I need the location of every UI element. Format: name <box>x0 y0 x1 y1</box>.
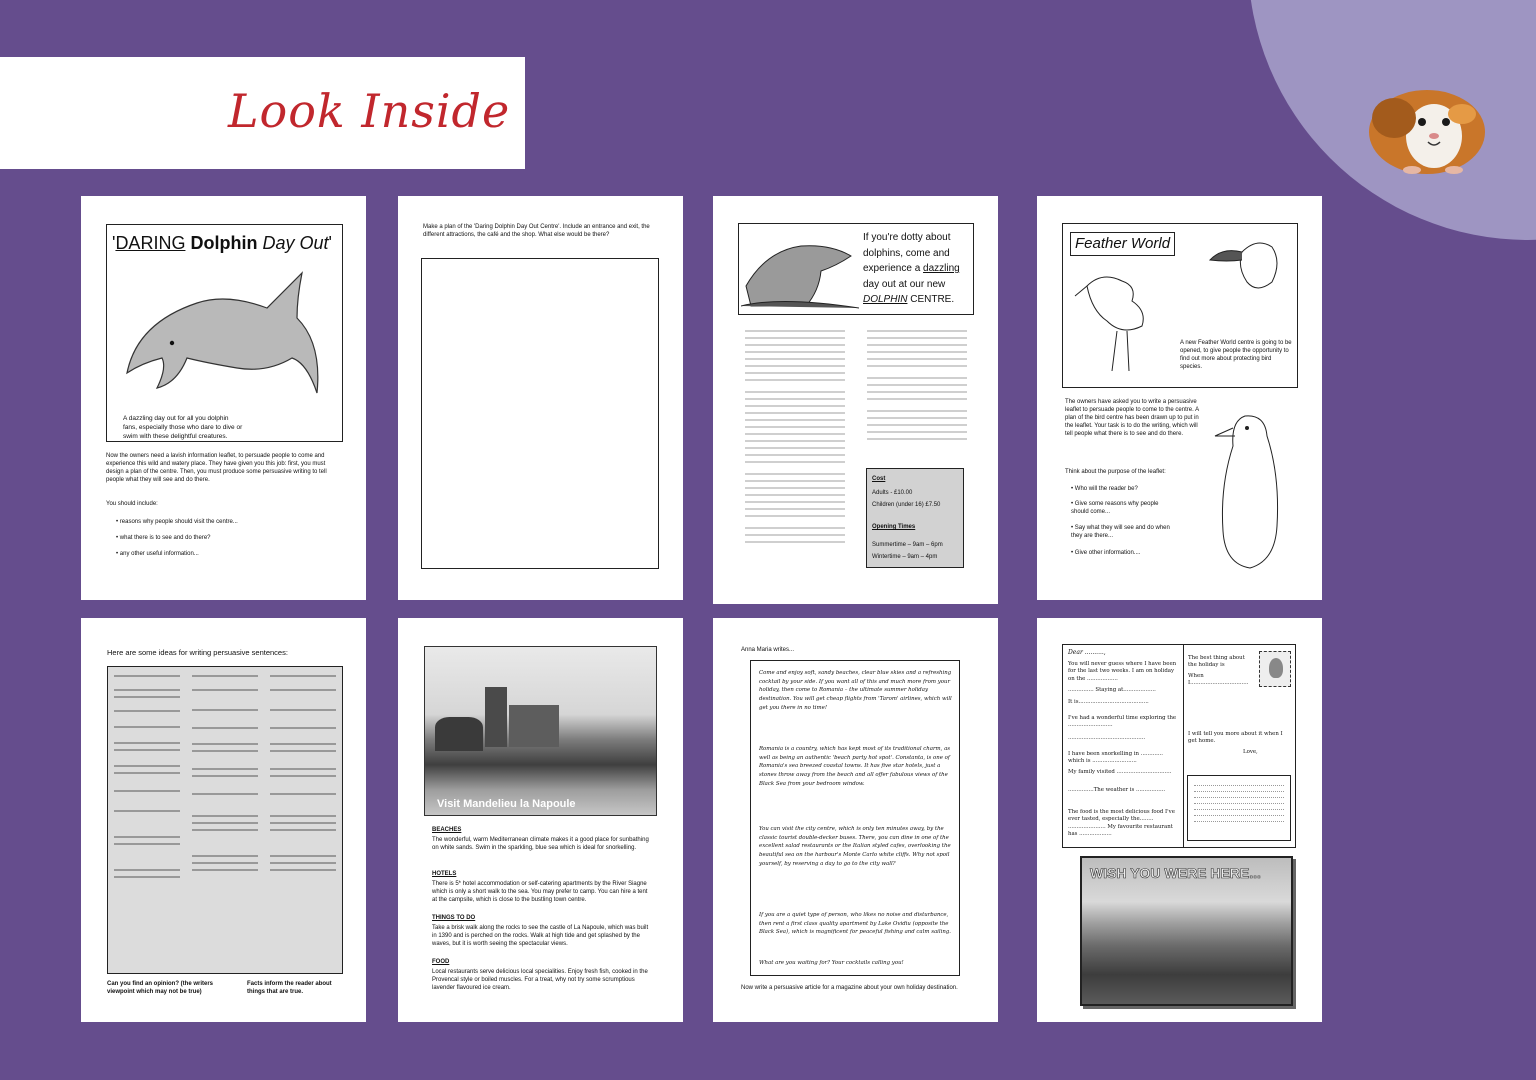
preview-page-dolphin-intro <box>81 196 366 600</box>
times-label: Opening Times <box>872 524 916 530</box>
postcard-line-3: It is......................................... <box>1068 699 1149 705</box>
preview-page-feather-world <box>1037 196 1322 600</box>
article-author: Anna Maria writes... <box>741 647 795 653</box>
article-para-3: You can visit the city centre, which is only ten minutes away, by the classic tourist double-decker buses. There, you can dine in one of the excellent salad restaurants or the Italian styled cafes, overlooking the beautiful sea on the harbour's Monte Carlo white cliffs. Why not spoil yourself, by reserving a day to go to the city wall? <box>759 826 951 867</box>
feather-bullet-3: • Say what they will see and do when they are there... <box>1071 525 1170 540</box>
postcard-right-2: When I.................................. <box>1188 673 1249 687</box>
mandelieu-photo <box>424 646 657 816</box>
purpose-label: Think about the purpose of the leaflet: <box>1065 469 1166 475</box>
preview-page-dolphin-leaflet <box>713 196 998 604</box>
bullet-2: • what there is to see and do there? <box>116 535 211 541</box>
stamp-icon <box>1259 651 1291 687</box>
postcard-line-7: My family visited ................................ <box>1068 769 1172 775</box>
cost-label: Cost <box>872 476 886 482</box>
feather-body: The owners have asked you to write a persuasive leaflet to persuade people to come to the centre. A plan of the bird centre has been drawn up to put in the leaflet. Your task is to do the writing, which will tell people what there is to see and do there. <box>1065 399 1199 438</box>
bullet-3: • any other useful information... <box>116 551 199 557</box>
feather-bullet-2: • Give some reasons why people should come... <box>1071 501 1159 516</box>
page-title: Look Inside <box>228 84 511 138</box>
food-text: Local restaurants serve delicious local specialities. Enjoy fresh fish, cooked in the Provencal style or boiled muscles. For a treat, why not try some scrumptious lavender flavoured ice cream. <box>432 969 648 992</box>
ideas-column-3 <box>270 675 336 876</box>
preview-page-romania-article <box>713 618 998 1022</box>
preview-page-postcard <box>1037 618 1322 1022</box>
leaflet-column-right <box>867 330 967 445</box>
postcard-line-8: ...............The weather is ................. <box>1068 787 1166 793</box>
feather-title: Feather World <box>1070 232 1175 256</box>
plan-drawing-area <box>421 258 659 569</box>
postcard-line-5: ............................................. <box>1068 735 1146 741</box>
toucan-icon <box>1202 232 1292 302</box>
poster-title: 'DARING Dolphin Day Out' <box>112 233 332 253</box>
intro-text: Now the owners need a lavish information leaflet, to persuade people to come and experience this wild and watery place. They have given you this job: first, you must design a plan of the centre. Then, you must produce some persuasive writing to tell people what they will see and do there. <box>106 453 327 484</box>
bullet-1: • reasons why people should visit the centre... <box>116 519 238 525</box>
preview-page-plan <box>398 196 683 600</box>
title-daring: DARING <box>115 233 186 253</box>
summer-times: Summertime – 9am – 6pm <box>872 542 943 548</box>
postcard-right-4: Love, <box>1243 749 1258 755</box>
photo-caption: Visit Mandelieu la Napoule <box>437 798 576 810</box>
adult-price: Adults - £10.00 <box>872 490 913 496</box>
ideas-column-2 <box>192 675 258 876</box>
article-task: Now write a persuasive article for a magazine about your own holiday destination. <box>741 985 958 991</box>
headline-dolphin: DOLPHIN <box>863 294 908 305</box>
ideas-column-1 <box>114 675 180 883</box>
include-label: You should include: <box>106 501 158 507</box>
leaflet-column-left <box>745 330 845 548</box>
facts-note: Facts inform the reader about things that are true. <box>247 981 332 996</box>
headline-dazzling: dazzling <box>923 263 960 274</box>
ideas-table <box>107 666 343 974</box>
address-box <box>1187 775 1291 841</box>
article-para-5: What are you waiting for? Your cocktails calling you! <box>759 960 904 966</box>
postcard-line-6: I have been snorkelling in ............. which is .......................... <box>1068 751 1164 765</box>
food-label: FOOD <box>432 959 450 965</box>
article-box <box>750 660 960 976</box>
plan-instructions: Make a plan of the 'Daring Dolphin Day Out Centre'. Include an entrance and exit, the different attractions, the café and the shop. What else would be there? <box>423 224 650 239</box>
winter-times: Wintertime – 9am – 4pm <box>872 554 938 560</box>
opinion-prompt: Can you find an opinion? (the writers viewpoint which may not be true) <box>107 981 213 996</box>
hotels-label: HOTELS <box>432 871 457 877</box>
hotels-text: There is 5* hotel accommodation or self-catering apartments by the River Siagne which is only a short walk to the sea. You may prefer to camp. You can hire a tent at the campsite, which is close to the bustling town centre. <box>432 881 648 904</box>
beaches-label: BEACHES <box>432 827 462 833</box>
dolphin-icon <box>117 263 337 413</box>
feather-bullet-1: • Who will the reader be? <box>1071 486 1138 492</box>
beaches-text: The wonderful, warm Mediterranean climate makes it a good place for sunbathing on white sands. Swim in the sparkling, blue sea which is ideal for snorkelling. <box>432 837 649 852</box>
poster-caption: A dazzling day out for all you dolphin fans, especially those who dare to dive or swim with these delightful creatures. <box>123 415 243 440</box>
bird-drawing-icon <box>1067 256 1177 376</box>
article-para-2: Romania is a country, which has kept most of its traditional charm, as well as being an authentic 'beach party hot spot'. Constanta, is one of Romania's sea breezed coastal towns. It has five star hotels, just a stones throw away from the beach and all offer fabulous views of the Black Sea from your bedroom window. <box>759 746 951 787</box>
postcard-back <box>1062 644 1296 848</box>
feather-caption: A new Feather World centre is going to be opened, to give people the opportunity to find out more about protecting bird species. <box>1180 340 1292 371</box>
preview-page-mandelieu <box>398 618 683 1022</box>
postcard-photo <box>1080 856 1293 1006</box>
article-para-1: Come and enjoy soft, sandy beaches, clear blue skies and a refreshing cocktail by your side. If you want all of this and much more from your holiday, then come to Romania – the ultimate summer holiday destination. You will get cheap flights from 'Tarom' airlines, which will get you there in no time! <box>759 670 952 711</box>
title-dolphin: Dolphin <box>190 233 258 253</box>
cost-box <box>866 468 964 568</box>
postcard-line-2: ............... Staying at................... <box>1068 687 1156 693</box>
wish-text: WISH YOU WERE HERE... <box>1090 865 1261 881</box>
postcard-line-9: The food is the most delicious food I've ever tasted, especially the........ ...................... My favourite restaurant has ................... <box>1068 809 1175 837</box>
postcard-line-4: I've had a wonderful time exploring the .......................... <box>1068 715 1177 729</box>
postcard-right-3: I will tell you more about it when I get home. <box>1188 731 1283 745</box>
dolphin-head-icon <box>741 226 859 312</box>
title-dayout: Day Out <box>262 233 329 253</box>
feather-bullet-4: • Give other information.... <box>1071 550 1141 556</box>
things-text: Take a brisk walk along the rocks to see the castle of La Napoule, which was built in 1390 and is perched on the rocks. Walk at high tide and get splashed by the waves, but it is worth seeing the spectacular views. <box>432 925 649 948</box>
preview-page-persuasive-ideas <box>81 618 366 1022</box>
dolphin-poster <box>106 224 343 442</box>
penguin-icon <box>1205 406 1295 576</box>
guinea-pig-icon <box>1362 70 1492 180</box>
postcard-dear: Dear .........., <box>1068 649 1106 656</box>
ideas-heading: Here are some ideas for writing persuasive sentences: <box>107 648 288 657</box>
things-label: THINGS TO DO <box>432 915 476 921</box>
postcard-right-1: The best thing about the holiday is <box>1188 655 1245 669</box>
child-price: Children (under 16) £7.50 <box>872 502 941 508</box>
postcard-line-1: You will never guess where I have been for the last two weeks. I am on holiday on the .................. <box>1068 661 1177 682</box>
leaflet-headline: If you're dotty about dolphins, come and experience a dazzling day out at our new DOLPHIN CENTRE. <box>863 232 960 305</box>
article-para-4: If you are a quiet type of person, who likes no noise and disturbance, then rent a first class quality apartment by Lake Ovidiu (opposite the Black Sea), which is magnificent for peaceful fishing and calm sailing. <box>759 912 951 936</box>
